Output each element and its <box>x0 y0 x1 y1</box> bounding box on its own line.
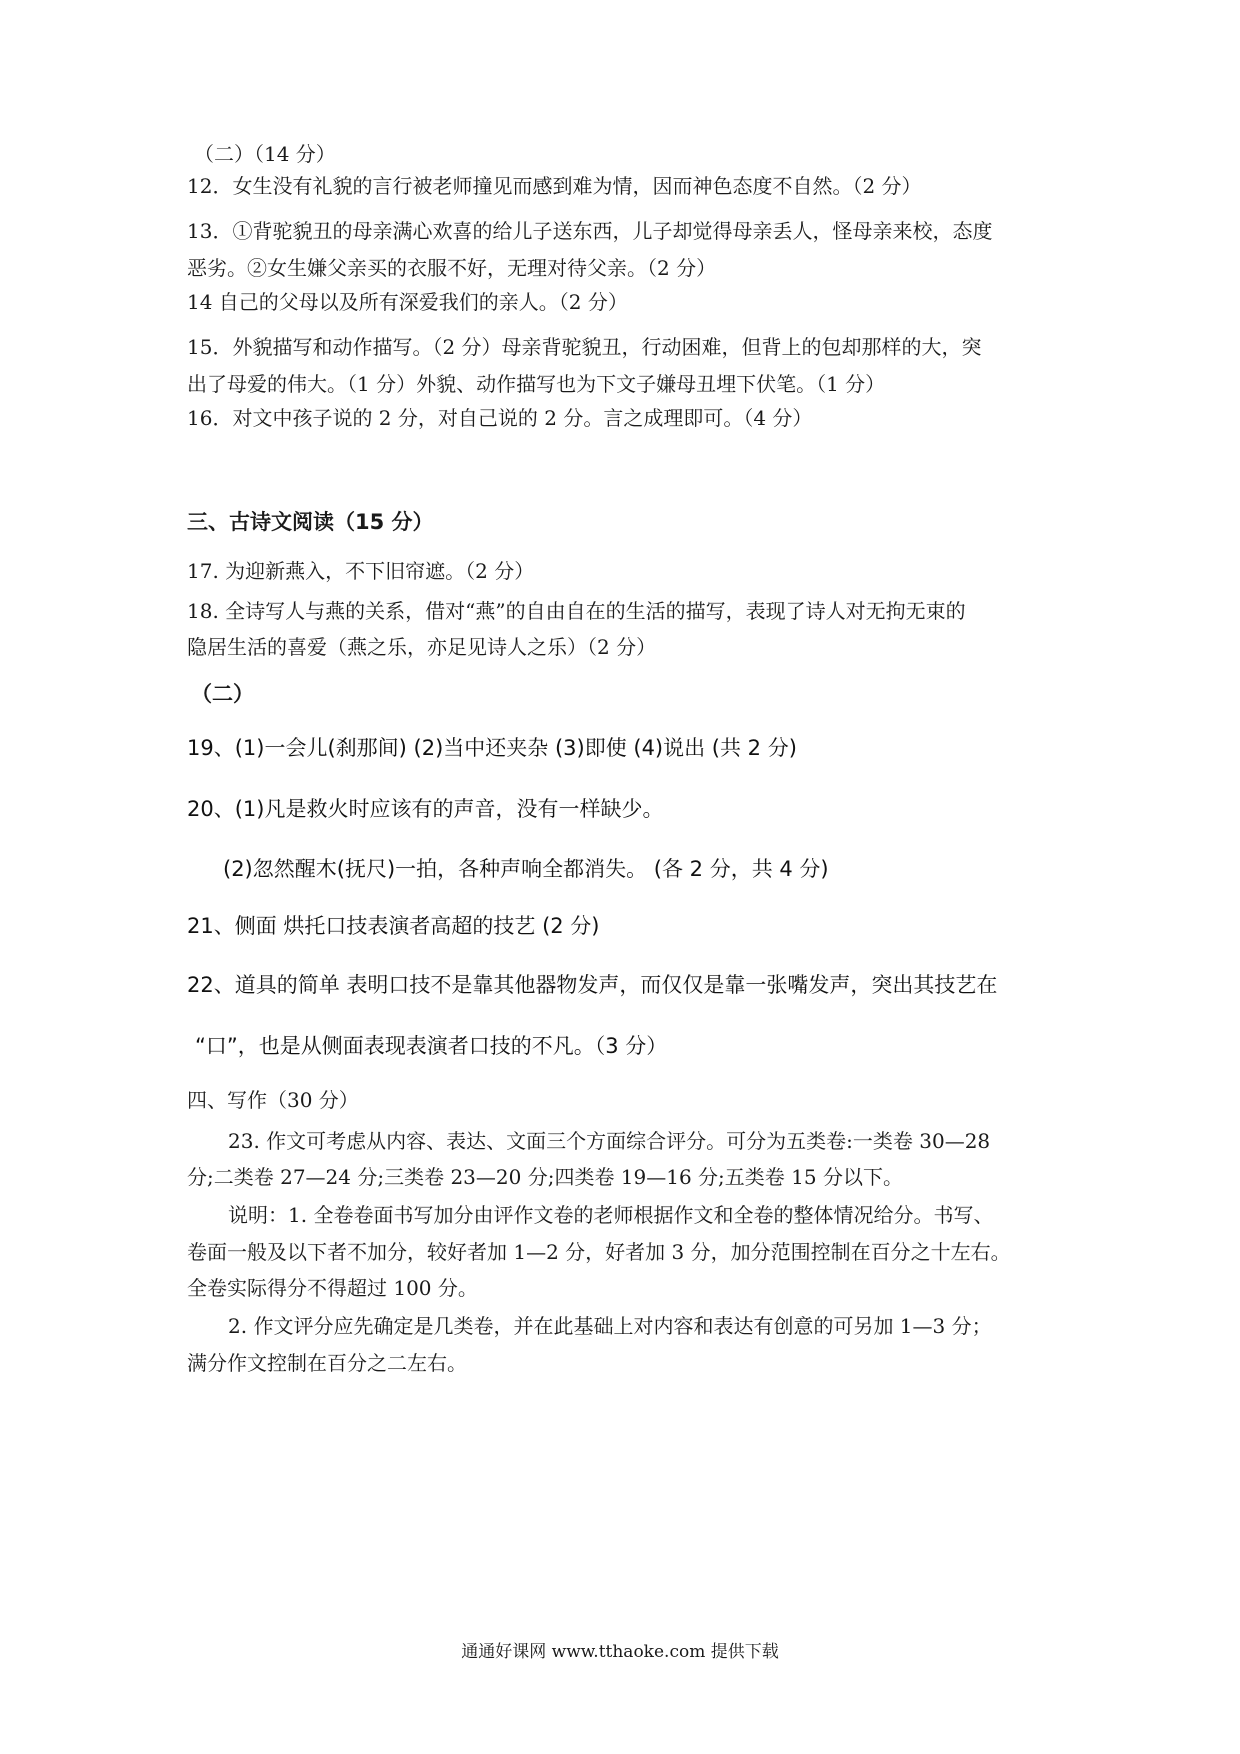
answer-20-line1: 20、(1)凡是救火时应该有的声音，没有一样缺少。 <box>187 797 664 821</box>
note-2-line2: 满分作文控制在百分之二左右。 <box>187 1351 467 1375</box>
note-1-line3: 全卷实际得分不得超过 100 分。 <box>187 1276 478 1300</box>
answer-18-line1: 18. 全诗写人与燕的关系，借对“燕”的自由自在的生活的描写，表现了诗人对无拘无束的 <box>187 599 966 623</box>
answer-22-line2: “口”，也是从侧面表现表演者口技的不凡。（3 分） <box>195 1034 668 1058</box>
answer-21: 21、侧面 烘托口技表演者高超的技艺 (2 分) <box>187 914 600 938</box>
section-3-title: 三、古诗文阅读（15 分） <box>187 510 434 534</box>
answer-23-line2: 分;二类卷 27—24 分;三类卷 23—20 分;四类卷 19—16 分;五类卷 15 分以下。 <box>187 1165 903 1189</box>
answer-20-line2: (2)忽然醒木(抚尺)一拍，各种声响全都消失。 (各 2 分，共 4 分) <box>223 857 829 881</box>
answer-14: 14 自己的父母以及所有深爱我们的亲人。（2 分） <box>187 290 628 314</box>
answer-17: 17. 为迎新燕入，不下旧帘遮。（2 分） <box>187 559 535 583</box>
answer-22-line1: 22、道具的简单 表明口技不是靠其他器物发声，而仅仅是靠一张嘴发声，突出其技艺在 <box>187 973 998 997</box>
section-3-part2: （二） <box>191 682 254 706</box>
note-1-line2: 卷面一般及以下者不加分，较好者加 1—2 分，好者加 3 分，加分范围控制在百分之十左右。 <box>187 1240 1011 1264</box>
note-1-line1: 说明：1. 全卷卷面书写加分由评作文卷的老师根据作文和全卷的整体情况给分。书写、 <box>228 1203 994 1227</box>
section-4-title: 四、写作（30 分） <box>187 1088 359 1112</box>
answer-16: 16．对文中孩子说的 2 分，对自己说的 2 分。言之成理即可。（4 分） <box>187 406 813 430</box>
page-footer: 通通好课网 www.tthaoke.com 提供下载 <box>461 1642 779 1662</box>
answer-15-line1: 15．外貌描写和动作描写。（2 分）母亲背驼貌丑，行动困难，但背上的包却那样的大，突 <box>187 335 982 359</box>
answer-13-line1: 13．①背驼貌丑的母亲满心欢喜的给儿子送东西，儿子却觉得母亲丢人，怪母亲来校，态度 <box>187 219 993 243</box>
section-2-header: （二）（14 分） <box>194 142 336 166</box>
answer-13-line2: 恶劣。②女生嫌父亲买的衣服不好，无理对待父亲。（2 分） <box>187 256 717 280</box>
answer-15-line2: 出了母爱的伟大。（1 分）外貌、动作描写也为下文子嫌母丑埋下伏笔。（1 分） <box>187 372 886 396</box>
answer-18-line2: 隐居生活的喜爱（燕之乐，亦足见诗人之乐）（2 分） <box>187 635 657 659</box>
answer-12: 12．女生没有礼貌的言行被老师撞见而感到难为情，因而神色态度不自然。（2 分） <box>187 174 922 198</box>
answer-23-line1: 23. 作文可考虑从内容、表达、文面三个方面综合评分。可分为五类卷:一类卷 30—28 <box>228 1129 991 1153</box>
note-2-line1: 2. 作文评分应先确定是几类卷，并在此基础上对内容和表达有创意的可另加 1—3 分； <box>228 1314 992 1338</box>
answer-19: 19、(1)一会儿(刹那间) (2)当中还夹杂 (3)即使 (4)说出 (共 2 分) <box>187 736 797 760</box>
